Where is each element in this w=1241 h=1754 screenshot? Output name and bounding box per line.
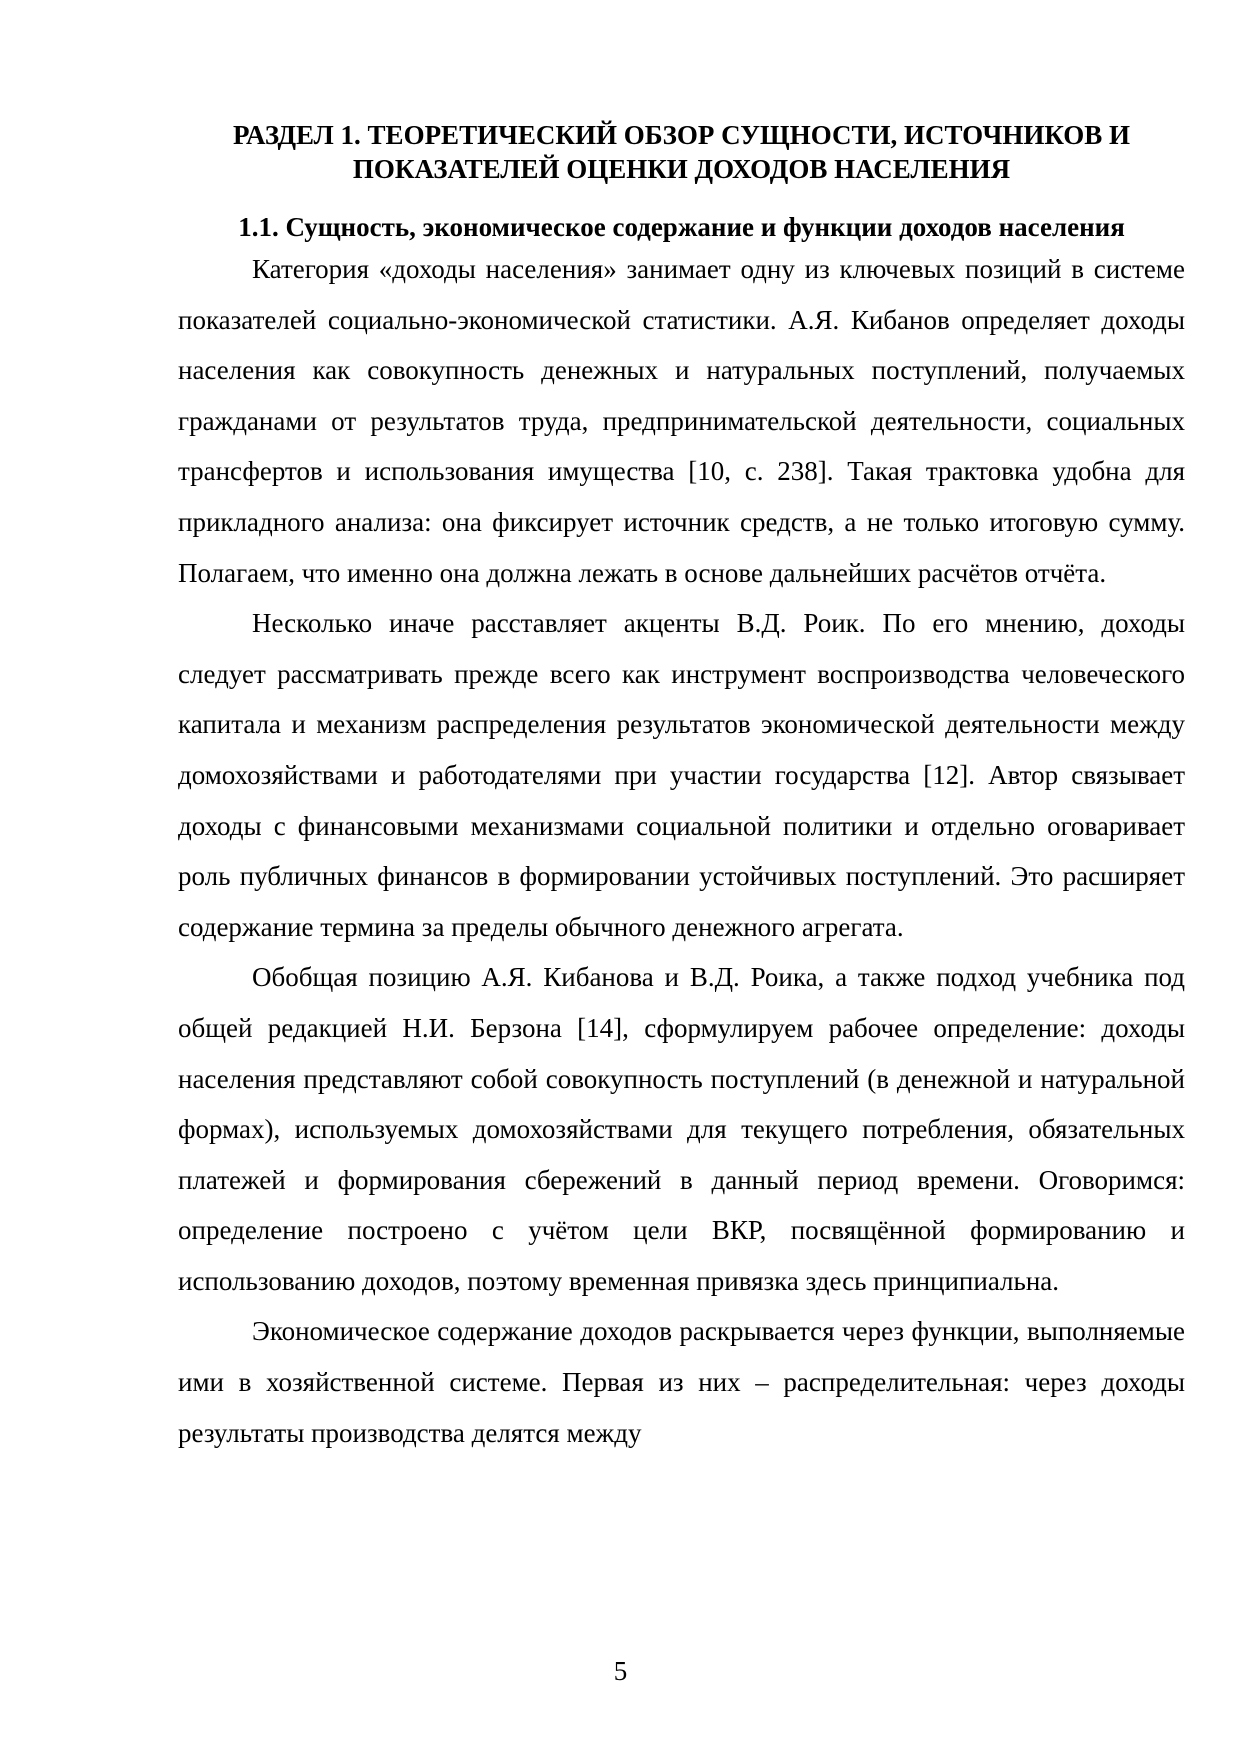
paragraph-definition-kibanov: Категория «доходы населения» занимает одну из ключевых позиций в системе показателей социально-экономической статистики. А.Я. Кибанов определяет доходы населения как совокупность денежных и натуральных поступлений, получаемых гражданами от результатов труда, предпринимательской деятельности, социальных трансфертов и использования имущества [10, с. 238]. Такая трактовка удобна для прикладного анализа: она фиксирует источник средств, а не только итоговую сумму. Полагаем, что именно она должна лежать в основе дальнейших расчётов отчёта. [178,254,1185,588]
section-title [178,118,1185,186]
section-title-line-1: РАЗДЕЛ 1. ТЕОРЕТИЧЕСКИЙ ОБЗОР СУЩНОСТИ, ИСТОЧНИКОВ И [232,120,1130,150]
document-page [178,118,1185,1458]
paragraph-roik-view: Несколько иначе расставляет акценты В.Д. Роик. По его мнению, доходы следует рассматривать прежде всего как инструмент воспроизводства человеческого капитала и механизм распределения результатов экономической деятельности между домохозяйствами и работодателями при участии государства [12]. Автор связывает доходы с финансовыми механизмами социальной политики и отдельно оговаривает роль публичных финансов в формировании устойчивых поступлений. Это расширяет содержание термина за пределы обычного денежного агрегата. [178,608,1185,942]
subsection-title: 1.1. Сущность, экономическое содержание и функции доходов населения [238,212,1125,242]
paragraph-functions: Экономическое содержание доходов раскрывается через функции, выполняемые ими в хозяйственной системе. Первая из них – распределительная: через доходы результаты производства делятся между [178,1316,1185,1448]
page-number: 5 [613,1656,628,1686]
section-title-line-2: ПОКАЗАТЕЛЕЙ ОЦЕНКИ ДОХОДОВ НАСЕЛЕНИЯ [352,154,1011,184]
paragraph-working-definition: Обобщая позицию А.Я. Кибанова и В.Д. Роика, а также подход учебника под общей редакцией Н.И. Берзона [14], сформулируем рабочее определение: доходы населения представляют собой совокупность поступлений (в денежной и натуральной формах), используемых домохозяйствами для текущего потребления, обязательных платежей и формирования сбережений в данный период времени. Оговоримся: определение построено с учётом цели ВКР, посвящённой формированию и использованию доходов, поэтому временная привязка здесь принципиальна. [178,962,1185,1296]
